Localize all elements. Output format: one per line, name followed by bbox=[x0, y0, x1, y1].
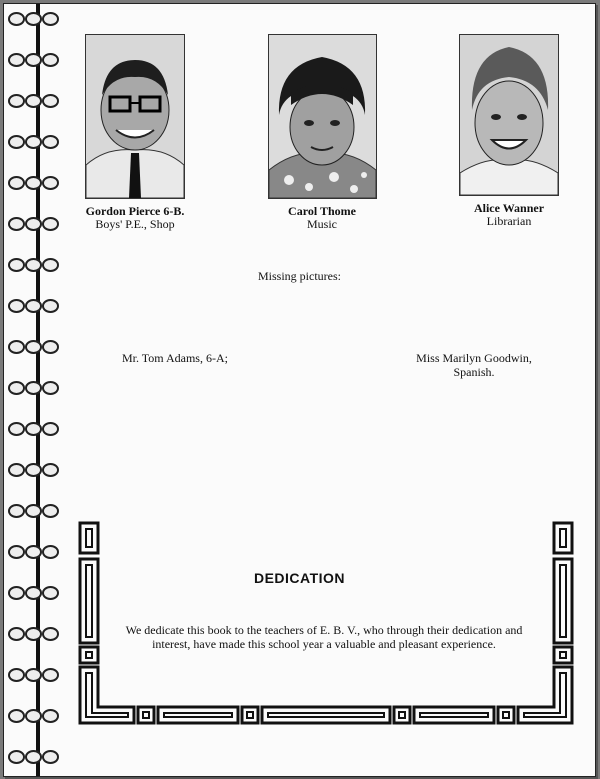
ring-loop bbox=[8, 94, 25, 108]
ring-loop bbox=[25, 12, 42, 26]
yearbook-page bbox=[3, 3, 596, 777]
spiral-ring-icon bbox=[8, 12, 64, 24]
ring-loop bbox=[25, 299, 42, 313]
teacher-role: Boys' P.E., Shop bbox=[95, 217, 175, 231]
spiral-ring-icon bbox=[8, 586, 64, 598]
ring-loop bbox=[8, 545, 25, 559]
ring-loop bbox=[42, 381, 59, 395]
ring-loop bbox=[42, 94, 59, 108]
spiral-ring-icon bbox=[8, 709, 64, 721]
spiral-ring-icon bbox=[8, 176, 64, 188]
spiral-ring-icon bbox=[8, 463, 64, 475]
ring-loop bbox=[25, 422, 42, 436]
ring-loop bbox=[25, 381, 42, 395]
teacher-role: Librarian bbox=[486, 214, 532, 228]
teacher-name: Gordon Pierce 6-B. bbox=[85, 204, 185, 218]
ring-loop bbox=[42, 299, 59, 313]
dedication-text: We dedicate this book to the teachers of E. B. V., who through their dedication and interest, have made this school year a valuable and pleasant experience. bbox=[125, 623, 523, 651]
spiral-ring-icon bbox=[8, 545, 64, 557]
ring-loop bbox=[25, 340, 42, 354]
ring-loop bbox=[42, 422, 59, 436]
ring-loop bbox=[25, 53, 42, 67]
ring-loop bbox=[25, 504, 42, 518]
ring-loop bbox=[8, 53, 25, 67]
ring-loop bbox=[8, 422, 25, 436]
ring-loop bbox=[42, 135, 59, 149]
ring-loop bbox=[42, 586, 59, 600]
missing-teacher-left: Mr. Tom Adams, 6-A; bbox=[122, 351, 228, 365]
ring-loop bbox=[25, 750, 42, 764]
ring-loop bbox=[8, 12, 25, 26]
spiral-ring-icon bbox=[8, 299, 64, 311]
missing-teacher-right-name: Miss Marilyn Goodwin, bbox=[416, 351, 532, 365]
ring-loop bbox=[8, 299, 25, 313]
ring-loop bbox=[25, 545, 42, 559]
ring-loop bbox=[8, 504, 25, 518]
ring-loop bbox=[42, 750, 59, 764]
teacher-caption-2 bbox=[257, 205, 387, 231]
ring-loop bbox=[25, 586, 42, 600]
ring-loop bbox=[25, 709, 42, 723]
ring-loop bbox=[8, 217, 25, 231]
ring-loop bbox=[42, 176, 59, 190]
ring-loop bbox=[25, 217, 42, 231]
ring-loop bbox=[8, 627, 25, 641]
ring-loop bbox=[25, 668, 42, 682]
teacher-photo-gordon-pierce bbox=[85, 34, 185, 199]
ring-loop bbox=[8, 709, 25, 723]
dedication-title: DEDICATION bbox=[253, 570, 346, 586]
ring-loop bbox=[42, 545, 59, 559]
teacher-role: Music bbox=[307, 217, 337, 231]
teacher-caption-1 bbox=[70, 205, 200, 231]
ring-loop bbox=[8, 381, 25, 395]
teacher-name: Carol Thome bbox=[288, 204, 356, 218]
spiral-ring-icon bbox=[8, 668, 64, 680]
ring-loop bbox=[8, 668, 25, 682]
teacher-photo-carol-thome bbox=[268, 34, 377, 199]
missing-teacher-right-subject: Spanish. bbox=[453, 365, 495, 379]
teacher-name: Alice Wanner bbox=[473, 201, 545, 215]
spiral-ring-icon bbox=[8, 94, 64, 106]
spiral-ring-icon bbox=[8, 504, 64, 516]
ring-loop bbox=[8, 340, 25, 354]
ring-loop bbox=[42, 53, 59, 67]
missing-pictures-heading: Missing pictures: bbox=[258, 269, 341, 283]
ring-loop bbox=[25, 463, 42, 477]
teacher-photo-alice-wanner bbox=[459, 34, 559, 196]
spiral-ring-icon bbox=[8, 422, 64, 434]
teacher-caption-3 bbox=[444, 202, 574, 228]
ring-loop bbox=[8, 463, 25, 477]
ring-loop bbox=[42, 217, 59, 231]
ring-loop bbox=[42, 668, 59, 682]
ring-loop bbox=[42, 709, 59, 723]
ring-loop bbox=[8, 176, 25, 190]
ring-loop bbox=[25, 94, 42, 108]
ring-loop bbox=[42, 340, 59, 354]
ring-loop bbox=[42, 504, 59, 518]
spiral-ring-icon bbox=[8, 750, 64, 762]
spiral-ring-icon bbox=[8, 217, 64, 229]
spiral-ring-icon bbox=[8, 381, 64, 393]
ring-loop bbox=[8, 135, 25, 149]
ring-loop bbox=[42, 463, 59, 477]
spiral-ring-icon bbox=[8, 340, 64, 352]
spiral-ring-icon bbox=[8, 135, 64, 147]
missing-teacher-right bbox=[384, 351, 564, 379]
ring-loop bbox=[25, 135, 42, 149]
spiral-ring-icon bbox=[8, 53, 64, 65]
ring-loop bbox=[25, 627, 42, 641]
ring-loop bbox=[42, 627, 59, 641]
ring-loop bbox=[8, 750, 25, 764]
ring-loop bbox=[8, 586, 25, 600]
ring-loop bbox=[25, 176, 42, 190]
spiral-ring-icon bbox=[8, 627, 64, 639]
ring-loop bbox=[42, 12, 59, 26]
